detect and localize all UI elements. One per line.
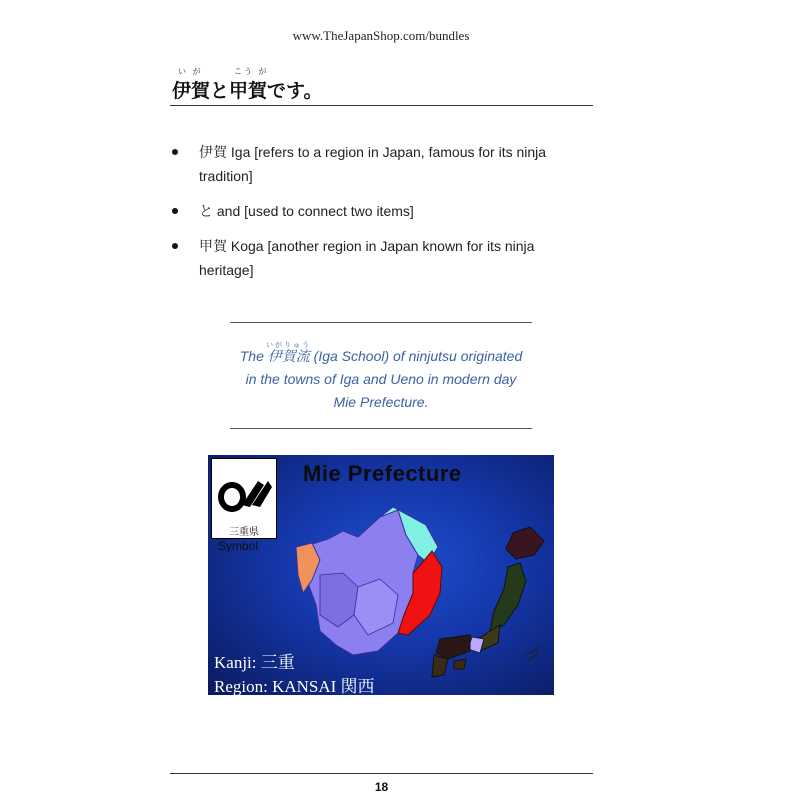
vocab-definition: Iga [refers to a region in Japan, famous for its ninja tradition]: [199, 144, 547, 184]
title-furigana: [172, 64, 592, 78]
quote-line: The 伊賀流 (Iga School) of ninjutsu originated: [239, 348, 523, 364]
map-kanji-line: Kanji: 三重: [214, 653, 295, 672]
quote-furigana: いがりゅう: [266, 342, 311, 349]
mie-prefecture-map: [208, 455, 554, 695]
quote-line: in the towns of Iga and Ueno in modern day: [245, 371, 517, 387]
mie-emblem-icon: [212, 459, 276, 523]
vocab-term: 甲賀: [199, 238, 227, 254]
page-number: 18: [374, 780, 389, 794]
map-title: Mie Prefecture: [303, 461, 462, 486]
bullet-icon: [172, 243, 178, 249]
vocab-list: [172, 140, 572, 293]
vocab-definition: Koga [another region in Japan known for its ninja heritage]: [199, 238, 535, 278]
prefecture-symbol: [211, 458, 277, 539]
bullet-icon: [172, 208, 178, 214]
header-url: www.TheJapanShop.com/bundles: [292, 28, 470, 43]
vocab-definition: and [used to connect two items]: [216, 203, 414, 219]
pull-quote: [230, 336, 532, 414]
vocab-term: と: [199, 203, 213, 219]
vocab-term: 伊賀: [199, 144, 227, 160]
map-region-line: Region: KANSAI 関西: [214, 677, 375, 695]
symbol-kanji: 三重県: [229, 527, 259, 538]
furigana-koga: こう が: [234, 67, 269, 76]
title-block: [172, 64, 592, 103]
list-item: [172, 199, 572, 223]
quote-top-divider: [230, 322, 532, 323]
symbol-label: Symbol: [218, 539, 259, 553]
footer-divider: [170, 773, 593, 774]
title-divider: [170, 105, 593, 106]
list-item: [172, 140, 572, 188]
quote-line: Mie Prefecture.: [333, 394, 429, 410]
bullet-icon: [172, 149, 178, 155]
furigana-iga: い が: [178, 67, 203, 76]
quote-bottom-divider: [230, 428, 532, 429]
page-title: 伊賀と甲賀です。: [172, 80, 323, 102]
list-item: [172, 234, 572, 282]
